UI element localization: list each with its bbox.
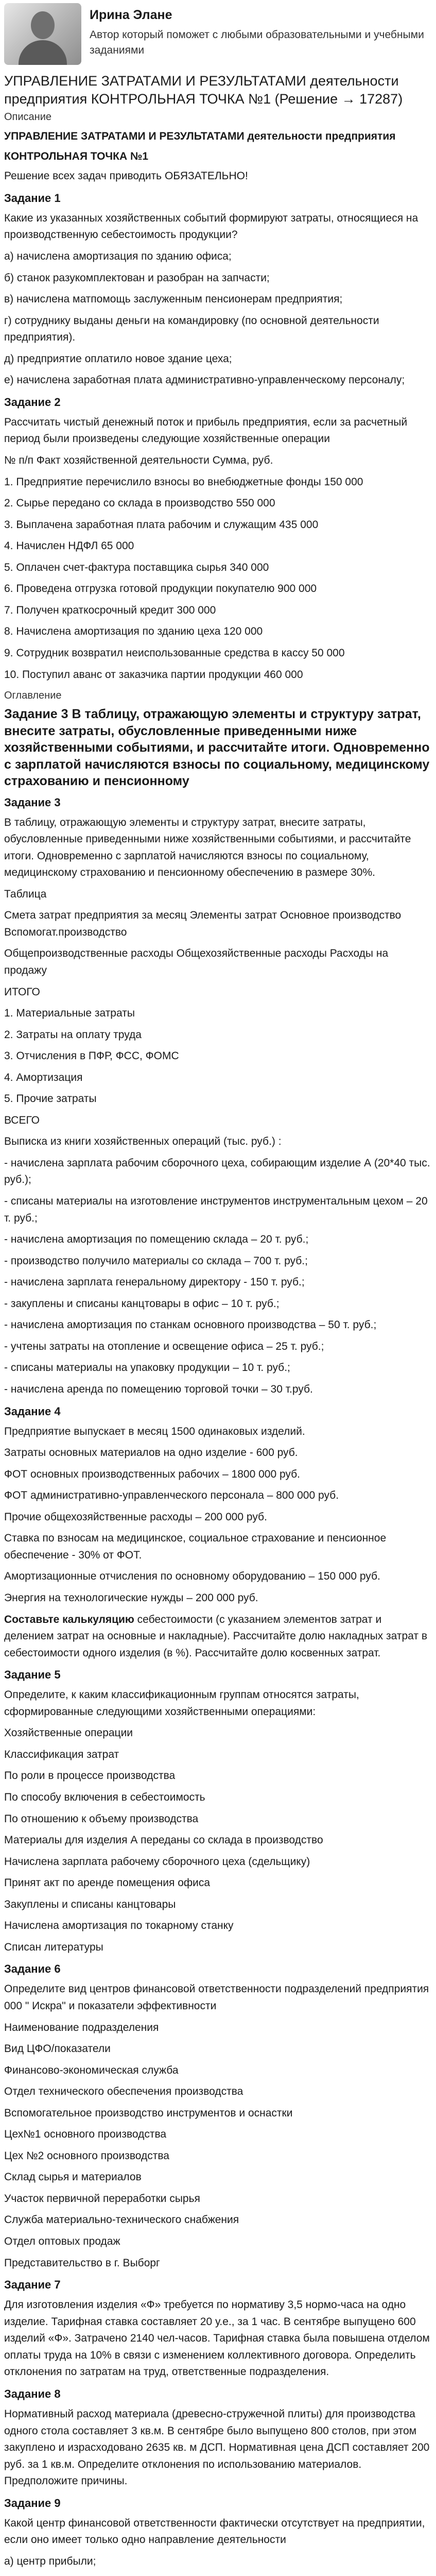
task3-line: ИТОГО: [4, 986, 40, 998]
task2-line: 5. Оплачен счет-фактура поставщика сырья 340 000: [4, 561, 269, 573]
task9-title: Задание 9: [4, 2496, 61, 2510]
task5-line: Материалы для изделия А переданы со склада в производство: [4, 1834, 323, 1846]
task5-title: Задание 5: [4, 1668, 61, 1682]
task4-title: Задание 4: [4, 1404, 61, 1418]
task4-line: Ставка по взносам на медицинское, социальное страхование и пенсионное обеспечение - 30% от ФОТ.: [4, 1532, 387, 1561]
task7-line: Для изготовления изделия «Ф» требуется по нормативу 3,5 нормо-часа на одно изделие. Тарифная ставка составляет 20 у.е., за 1 час. В сентябре выпущено 600 изделий «Ф». Затрачено 2140 чел-часов. Тарифная ставка была повышена отделом оплаты труда на 10% в связи с изменением коллективного договора. Определить отклонения по затратам на труд, ответственные подразделения.: [4, 2299, 430, 2378]
author-info: [90, 3, 432, 59]
task7-title: Задание 7: [4, 2278, 61, 2292]
task2-line: 1. Предприятие перечислило взносы во внебюджетные фонды 150 000: [4, 476, 363, 488]
task5-line: Принят акт по аренде помещения офиса: [4, 1877, 211, 1889]
task2-title: Задание 2: [4, 395, 61, 409]
task1-line: в) начислена матпомощь заслуженным пенсионерам предприятия;: [4, 293, 343, 306]
task8-line: Нормативный расход материала (древесно-стружечной плиты) для производства одного стола составляет 3 кв.м. В сентябре было выпущено 800 столов, при этом закуплено и израсходовано 2635 кв. м ДСП. Нормативная цена ДСП составляет 200 руб. за 1 кв.м. Определите отклонения по использованию материалов. Предположите причины.: [4, 2408, 430, 2487]
task3-line: - начислена зарплата рабочим сборочного цеха, собирающим изделие А (20*40 тыс. руб.);: [4, 1157, 430, 1186]
task4-line: Энергия на технологические нужды – 200 000 руб.: [4, 1591, 258, 1604]
task6-line: Финансово-экономическая служба: [4, 2064, 179, 2076]
task3-line: - учтены затраты на отопление и освещение офиса – 25 т. руб.;: [4, 1340, 324, 1352]
task4-closing-bold: Составьте калькуляцию: [4, 1613, 134, 1625]
task3-line: 3. Отчисления в ПФР, ФСС, ФОМС: [4, 1050, 179, 1062]
task6-line: Вид ЦФО/показатели: [4, 2043, 111, 2055]
task6-line: Определите вид центров финансовой ответственности подразделений предприятия 000 " Искра" и показатели эффективности: [4, 1983, 429, 2012]
task3-line: Смета затрат предприятия за месяц Элементы затрат Основное производство Вспомогат.производство: [4, 909, 402, 938]
task6-line: Вспомогательное производство инструментов и оснастки: [4, 2107, 293, 2119]
task3-line: - списаны материалы на изготовление инструментов инструментальным цехом – 20 т. руб.;: [4, 1195, 428, 1224]
task3-big-title: Задание 3 В таблицу, отражающую элементы и структуру затрат, внесите затраты, обусловленные приведенными ниже хозяйственными событиями, и рассчитайте итоги. Одновременно с зарплатой начисляются взносы по социальному, медицинскому страхованию и пенсионному: [4, 707, 430, 789]
task1-line: а) начислена амортизация по зданию офиса;: [4, 250, 232, 263]
avatar-head: [31, 11, 55, 39]
task4-line: Предприятие выпускает в месяц 1500 одинаковых изделий.: [4, 1425, 305, 1437]
author-name[interactable]: Ирина Элане: [90, 8, 172, 22]
task2-line: 8. Начислена амортизация по зданию цеха 120 000: [4, 625, 263, 638]
task6-line: Склад сырья и материалов: [4, 2171, 142, 2183]
author-avatar[interactable]: [4, 3, 81, 65]
task8-title: Задание 8: [4, 2387, 61, 2400]
task4-closing: [4, 1612, 432, 1662]
task4-closing-rest: себестоимости (с указанием элементов затрат и делением затрат на основные и накладные). Рассчитайте долю накладных затрат в себестоимости одного изделия (в %). Рассчитайте долю косвенных затрат.: [4, 1613, 427, 1659]
task5-line: Закуплены и списаны канцтовары: [4, 1898, 176, 1910]
task3-line: 5. Прочие затраты: [4, 1093, 97, 1105]
task3-line: 4. Амортизация: [4, 1071, 83, 1083]
task3-line: 2. Затраты на оплату труда: [4, 1028, 142, 1041]
task5-line: Хозяйственные операции: [4, 1727, 133, 1739]
task6-line: Цех№1 основного производства: [4, 2128, 167, 2141]
task9-content: [4, 2515, 432, 2576]
description-label: Описание: [4, 111, 52, 123]
task3-line: - производство получило материалы со склада – 700 т. руб.;: [4, 1255, 308, 1267]
toc-label[interactable]: Оглавление: [4, 690, 62, 702]
task7-content: [4, 2297, 432, 2381]
task9-line: а) центр прибыли;: [4, 2555, 96, 2567]
task6-line: Отдел оптовых продаж: [4, 2235, 120, 2248]
document-title: УПРАВЛЕНИЕ ЗАТРАТАМИ И РЕЗУЛЬТАТАМИ деятельности предприятия КОНТРОЛЬНАЯ ТОЧКА №1 (Решение → 17287): [4, 73, 403, 107]
task6-title: Задание 6: [4, 1962, 61, 1976]
task2-line: № п/п Факт хозяйственной деятельности Сумма, руб.: [4, 454, 273, 467]
task3-title: Задание 3: [4, 795, 61, 809]
task5-line: Начислена зарплата рабочему сборочного цеха (сдельщику): [4, 1855, 310, 1868]
task2-line: 6. Проведена отгрузка готовой продукции покупателю 900 000: [4, 583, 317, 595]
task2-line: Рассчитать чистый денежный поток и прибыль предприятия, если за расчетный период были произведены следующие хозяйственные операции: [4, 416, 408, 445]
task5-line: По отношению к объему производства: [4, 1812, 199, 1825]
task3-line: - закуплены и списаны канцтовары в офис – 10 т. руб.;: [4, 1297, 280, 1310]
task4-line: ФОТ административно-управленческого персонала – 800 000 руб.: [4, 1489, 339, 1502]
task3-line: Таблица: [4, 888, 47, 900]
task9-line: Какой центр финансовой ответственности фактически отсутствует на предприятии, если оно имеет только одно направление деятельности: [4, 2517, 425, 2546]
task1-line: г) сотруднику выданы деньги на командировку (по основной деятельности предприятия).: [4, 314, 379, 344]
task3-line: Общепроизводственные расходы Общехозяйственные расходы Расходы на продажу: [4, 947, 389, 977]
task1-line: б) станок разукомплектован и разобран на запчасти;: [4, 272, 270, 284]
task2-line: 3. Выплачена заработная плата рабочим и служащим 435 000: [4, 518, 319, 531]
task6-line: Отдел технического обеспечения производства: [4, 2086, 243, 2098]
task5-line: Списан литературы: [4, 1941, 103, 1953]
task6-content: [4, 1981, 432, 2272]
task6-line: Представительство в г. Выборг: [4, 2257, 160, 2269]
task4-line: ФОТ основных производственных рабочих – 1800 000 руб.: [4, 1468, 301, 1480]
document-heading: УПРАВЛЕНИЕ ЗАТРАТАМИ И РЕЗУЛЬТАТАМИ деятельности предприятия: [4, 130, 396, 143]
task2-line: 9. Сотрудник возвратил неиспользованные средства в кассу 50 000: [4, 647, 345, 659]
task6-line: Цех №2 основного производства: [4, 2149, 169, 2162]
task4-content: [4, 1423, 432, 1662]
task8-content: [4, 2406, 432, 2490]
task1-content: [4, 210, 432, 389]
task2-line: 7. Получен краткосрочный кредит 300 000: [4, 604, 216, 616]
task5-line: По способу включения в себестоимость: [4, 1791, 205, 1803]
task4-line: Амортизационные отчисления по основному оборудованию – 150 000 руб.: [4, 1570, 380, 1583]
intro-text: Решение всех задач приводить ОБЯЗАТЕЛЬНО!: [4, 170, 248, 182]
task1-title: Задание 1: [4, 191, 61, 205]
task3-line: Выписка из книги хозяйственных операций (тыс. руб.) :: [4, 1136, 282, 1148]
task3-line: - начислена амортизация по станкам основного производства – 50 т. руб.;: [4, 1319, 377, 1331]
task3-line: - начислена зарплата генеральному директору - 150 т. руб.;: [4, 1276, 305, 1289]
task6-line: Служба материально-технического снабжения: [4, 2214, 239, 2226]
task5-content: [4, 1687, 432, 1956]
task2-content: [4, 414, 432, 683]
avatar-body: [19, 40, 67, 65]
task6-line: Наименование подразделения: [4, 2021, 159, 2033]
task5-line: Определите, к каким классификационным группам относятся затраты, сформированные следующими хозяйственными операциями:: [4, 1689, 359, 1718]
task5-line: Начислена амортизация по токарному станку: [4, 1920, 234, 1932]
checkpoint-heading: КОНТРОЛЬНАЯ ТОЧКА №1: [4, 150, 149, 162]
task5-line: По роли в процессе производства: [4, 1770, 176, 1782]
author-card[interactable]: [4, 3, 432, 65]
task1-line: е) начислена заработная плата административно-управленческому персоналу;: [4, 374, 405, 386]
task2-line: 4. Начислен НДФЛ 65 000: [4, 540, 134, 552]
task2-line: 10. Поступил аванс от заказчика партии продукции 460 000: [4, 668, 303, 681]
task4-line: Прочие общехозяйственные расходы – 200 000 руб.: [4, 1511, 267, 1523]
task1-line: д) предприятие оплатило новое здание цеха;: [4, 352, 232, 365]
task3-line: В таблицу, отражающую элементы и структуру затрат, внесите затраты, обусловленные приведенными ниже хозяйственными событиями, и рассчитайте итоги. Одновременно с зарплатой начисляются взносы по социальному, медицинскому страхованию и пенсионному обеспечению в размере 30%.: [4, 816, 411, 879]
task3-line: - начислена аренда по помещению торговой точки – 30 т.руб.: [4, 1383, 313, 1395]
task4-line: Затраты основных материалов на одно изделие - 600 руб.: [4, 1447, 298, 1459]
task1-line: Какие из указанных хозяйственных событий формируют затраты, относящиеся на производственную себестоимость продукции?: [4, 212, 418, 241]
author-description: Автор который поможет с любыми образовательными и учебными заданиями: [90, 28, 424, 57]
task2-line: 2. Сырье передано со склада в производство 550 000: [4, 497, 275, 510]
task3-line: - начислена амортизация по помещению склада – 20 т. руб.;: [4, 1233, 309, 1246]
task5-line: Классификация затрат: [4, 1748, 119, 1760]
task3-content: [4, 815, 432, 1398]
task3-line: ВСЕГО: [4, 1114, 40, 1126]
task3-line: - списаны материалы на упаковку продукции – 10 т. руб.;: [4, 1362, 290, 1374]
task3-line: 1. Материальные затраты: [4, 1007, 135, 1020]
task6-line: Участок первичной переработки сырья: [4, 2192, 200, 2205]
